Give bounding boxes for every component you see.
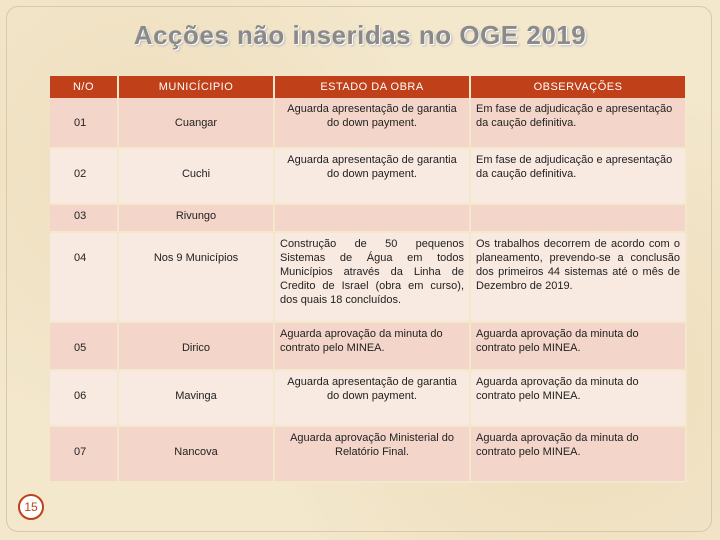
table-row [50, 232, 686, 322]
table-row [50, 148, 686, 204]
page-number-badge: 15 [18, 494, 44, 520]
row-observacoes: Em fase de adjudicação e apresentação da caução definitiva. [470, 148, 686, 204]
row-number: 05 [50, 322, 118, 370]
row-observacoes: Aguarda aprovação da minuta do contrato pelo MINEA. [470, 370, 686, 426]
row-number: 03 [50, 204, 118, 232]
row-municipio: Dirico [118, 322, 274, 370]
row-number: 02 [50, 148, 118, 204]
actions-table [50, 76, 687, 483]
row-estado: Aguarda apresentação de garantia do down payment. [274, 370, 470, 426]
row-municipio: Nos 9 Municípios [118, 232, 274, 322]
table-row [50, 370, 686, 426]
table-row [50, 426, 686, 482]
row-number: 04 [50, 232, 118, 322]
row-observacoes: Aguarda aprovação da minuta do contrato pelo MINEA. [470, 426, 686, 482]
row-number: 07 [50, 426, 118, 482]
row-estado: Aguarda aprovação da minuta do contrato pelo MINEA. [274, 322, 470, 370]
row-observacoes [470, 204, 686, 232]
row-observacoes: Em fase de adjudicação e apresentação da caução definitiva. [470, 98, 686, 148]
row-municipio: Rivungo [118, 204, 274, 232]
table-row [50, 204, 686, 232]
row-number: 06 [50, 370, 118, 426]
table-row [50, 98, 686, 148]
table-row [50, 322, 686, 370]
row-estado: Aguarda apresentação de garantia do down payment. [274, 98, 470, 148]
header-observacoes: OBSERVAÇÕES [470, 76, 686, 98]
row-observacoes: Aguarda aprovação da minuta do contrato pelo MINEA. [470, 322, 686, 370]
row-estado: Aguarda aprovação Ministerial do Relatório Final. [274, 426, 470, 482]
row-estado: Construção de 50 pequenos Sistemas de Água em todos Municípios através da Linha de Credito de Israel (obra em curso), dos quais 18 concluídos. [274, 232, 470, 322]
row-number: 01 [50, 98, 118, 148]
slide-title: Acções não inseridas no OGE 2019 [133, 20, 587, 50]
header-municipio: MUNICÍCIPIO [118, 76, 274, 98]
row-municipio: Cuangar [118, 98, 274, 148]
row-estado: Aguarda apresentação de garantia do down payment. [274, 148, 470, 204]
table-header-row [50, 76, 686, 98]
row-municipio: Cuchi [118, 148, 274, 204]
row-observacoes: Os trabalhos decorrem de acordo com o planeamento, prevendo-se a conclusão dos primeiros 44 sistemas até o mês de Dezembro de 2019. [470, 232, 686, 322]
header-numero: N/O [50, 76, 118, 98]
row-municipio: Nancova [118, 426, 274, 482]
row-estado [274, 204, 470, 232]
row-municipio: Mavinga [118, 370, 274, 426]
header-estado-obra: ESTADO DA OBRA [274, 76, 470, 98]
